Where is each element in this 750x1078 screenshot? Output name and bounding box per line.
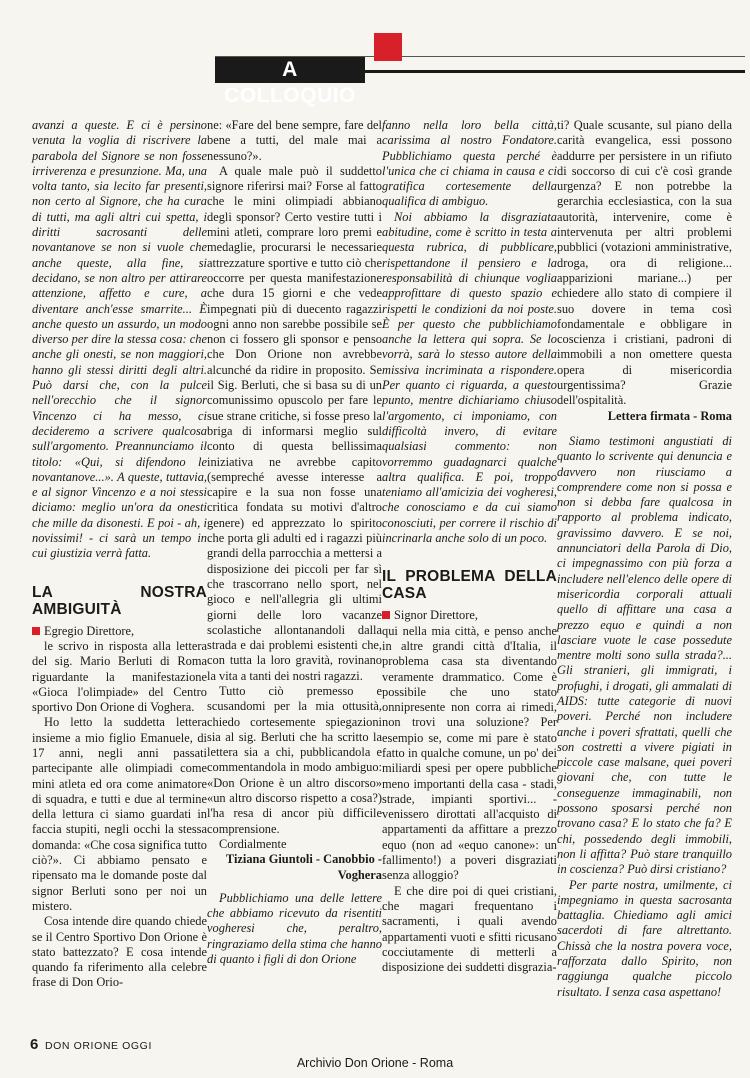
page-footer <box>30 1036 152 1053</box>
editor-reply: fanno nella loro bella città, carissima al nostro Fondatore. Pubblichiamo questa perché è l'unica che ci chiama in causa e ci gratifica cortesemente della qualifica di ambiguo. <box>382 118 557 209</box>
page-number: 6 <box>30 1036 39 1053</box>
salutation: Signor Direttore, <box>382 608 557 623</box>
paragraph: Ho letto la suddetta lettera insieme a mio figlio Emanuele, di 17 anni, negli anni passati partecipante alle olimpiadi come mini atleta ed ora come animatore di squadra, e tutti e due al termine della lettura ci siamo guardati in faccia stupiti, negli occhi la stessa domanda: «Che cosa significa tutto ciò?». Ci abbiamo pensato e ripensato ma le domande poste dal signor Berluti sono per noi un mistero. <box>32 715 207 913</box>
column-2 <box>207 118 382 967</box>
paragraph: Cosa intende dire quando chiede se il Centro Sportivo Don Orione è stato battezzato? E cosa intende quando fa riferimento alla celebre frase di Don Orio- <box>32 914 207 990</box>
red-bullet-icon <box>382 611 390 619</box>
editor-reply-continuation: avanzi a queste. E ci è persino venuta la voglia di riscrivere la parabola del Signore se non fosse irriverenza e presunzione. Ma, una volta tanto, sia lecito far presenti, non certo al Signore, che ha cura di tutti, ma agli altri cui spetta, i diritti sacrosanti delle novantanove se non si vuole che anche queste, alla fine, si decidano, se non altro per attirare attenzione, affetto e cure, a diventare anch'esse smarrite... È anche questo un assurdo, un modo diverso per dire la stessa cosa: che anche gli onesti, se non maggiori, hanno gli stessi diritti degli altri. Può darsi che, con la pulce nell'orecchio che il signor Vincenzo ci ha messo, ci decideremo a scrivere qualcosa sull'argomento. Preannunciamo il titolo: «Qui, si difendono le novantanove...». A queste, tuttavia, e al signor Vincenzo e a noi stessi diciamo: meglio un'ora da onesti che mille da disonesti. E poi - ah, i novissimi! - ci sarà un tempo in cui giustizia verrà fatta. <box>32 118 207 561</box>
letter-heading: IL PROBLEMA DELLA CASA <box>382 568 557 603</box>
column-4 <box>557 118 732 1000</box>
paragraph: A quale male può il suddetto signore riferirsi mai? Forse al fatto che le mini olimpiadi abbiano degli sponsor? Certo vestire tutti i mini atleti, comprare loro premi e medaglie, procurarsi le necessarie attrezzature sportive e tutto ciò che occorre per questa manifestazione che dura 15 giorni e che vede impegnati più di duecento ragazzi ogni anno non sarebbe possibile se non ci fossero gli sponsor e penso che Don Orione non avrebbe alcunché da ridire in proposito. Se il Sig. Berluti, che si basa su di un comunissimo opuscolo per fare le sue strane critiche, si fosse preso la briga di informarsi meglio sul conto di questa bellissima iniziativa ne avrebbe capito (sempreché avesse interesse a capire e la sua non fosse una critica fondata su motivi d'altro genere) ed apprezzato lo spirito che porta gli adulti ed i ragazzi più grandi della parrocchia a mettersi a disposizione dei piccoli per far sì che trascorrano nello sport, nel gioco e nell'allegria gli ultimi giorni delle loro vacanze scolastiche allontanandoli dalla strada e dai problemi esistenti che, con tutta la loro gravità, rovinano la vita a tanti dei nostri ragazzi. <box>207 163 382 683</box>
letter-heading: LA NOSTRA AMBIGUITÀ <box>32 583 207 618</box>
closing: Cordialmente <box>219 836 287 851</box>
paragraph: Tutto ciò premesso e scusandomi per la mia ottusità, chiedo cortesemente spiegazioni sia al sig. Berluti che ha scritto la lettera sia a chi, pubblicandola e commentandola in modo ambiguo: «Don Orione è un altro discorso» «un altro discorso rispetto a cosa?) l'ha resa di ancor più difficile comprensione. <box>207 683 382 836</box>
signature: Tiziana Giuntoli - Canobbio - Voghera <box>225 852 382 882</box>
paragraph: qui nella mia città, e penso anche in altre grandi città d'Italia, il problema casa sta diventando veramente drammatico. Come è possibile che uno stato onnipresente non corra ai rimedi, non trovi una soluzione? Per esempio se, come mi pare è stato fatto in qualche comune, un po' dei miliardi spesi per opere pubbliche meno importanti della casa - stadi, strade, impianti sportivi... - venissero dirottati all'acquisto di appartamenti da affittare a prezzo equo (non ad «equo canone»: un fallimento!) a poveri disgraziati senza alloggio? <box>382 623 557 883</box>
paragraph: E che dire poi di quei cristiani, che magari frequentano i sacramenti, i quali avendo appartamenti vuoti e sfitti ricusano cocciutamente di metterli a disposizione dei suddetti disgrazia- <box>382 883 557 975</box>
red-square-marker <box>374 33 402 61</box>
editor-reply: Noi abbiamo la disgraziata abitudine, come è scritto in testa a questa rubrica, di pubblicare, rispettandone il pensiero e la responsabilità di chiunque voglia approfittare di questo spazio e rispetti le condizioni da noi poste. È per questo che pubblichiamo anche la lettera qui sopra. Se lo vorrà, sarà lo stesso autore della missiva incriminata a rispondere. Per quanto ci riguarda, a questo punto, mentre dichiariamo chiuso l'argomento, ci imponiamo, con difficoltà invero, di evitare qualsiasi commento: non vorremmo guadagnarci qualche altra qualifica. E poi, troppo teniamo all'amicizia dei vogheresi, che conosciamo e da cui siamo conosciuti, per correre il rischio di incrinarla anche solo di un poco. <box>382 209 557 546</box>
editor-reply: Per parte nostra, umilmente, ci impegniamo in questa sacrosanta battaglia. Chiediamo agli amici sacerdoti di fare altrettanto. Chissà che la nostra povera voce, rafforzata dallo Spirito, non raggiunga qualche piccolo risultato. I senza casa aspettano! <box>557 877 732 999</box>
signature: Lettera firmata - Roma <box>607 408 732 423</box>
paragraph: ne: «Fare del bene sempre, fare del bene a tutti, del male mai a nessuno?». <box>207 118 382 163</box>
archive-caption: Archivio Don Orione - Roma <box>296 1056 454 1070</box>
paragraph: ti? Quale scusante, sul piano della carità evangelica, essi possono addurre per persistere in un rifiuto di soccorso di cui c'è così grande urgenza? E non potrebbe la gerarchia ecclesiastica, con la sua autorità, intervenire, come è intervenuta per altri problemi pubblici (votazioni amministrative, droga, ora di religione... apparizioni mariane...) per chiedere allo stato di compiere il suo dovere in tema così fondamentale e obbligare in coscienza i cristiani, padroni di immobili a non omettere questa opera di misericordia urgentissima? Grazie dell'ospitalità. <box>557 118 732 408</box>
column-1 <box>32 118 207 991</box>
salutation: Egregio Direttore, <box>32 624 207 639</box>
section-title: A COLLOQUIO <box>215 57 365 83</box>
header-rule <box>365 70 745 73</box>
magazine-name: DON ORIONE OGGI <box>44 1040 152 1052</box>
column-3 <box>382 118 557 975</box>
editor-reply: Siamo testimoni angustiati di quanto lo scrivente qui denuncia e davvero non riusciamo a comprendere come non si possa e non si debba fare qualcosa in rapporto al problema indicato, gravissimo davvero. E se noi, annunciatori della Parola di Dio, ci impegnassimo con più forza a includere nell'elenco delle opere di misericordia corporali attuali quello di affittare una casa a prezzo equo e quindi a non lasciare vuote le case possedute mentre molti sono sulla strada?... Gli stranieri, gli immigrati, i profughi, i drogati, gli ammalati di AIDS: tutte categorie di nuovi poveri. Perché non includere anche i poveri sfrattati, quelli che son costretti a vivere pigiati in piccole case malsane, quei poveri giovani che, con tutte le conseguenze immaginabili, non possono sposarsi perché non trovano casa? E lo stato che fa? E chi, possedendo degli immobili, non li affitta? Può stare tranquillo in coscienza? Può dirsi cristiano? <box>557 433 732 877</box>
editor-reply: Pubblichiamo una delle lettere che abbiamo ricevuto da risentiti vogheresi che, peraltro, ringraziamo della stima che hanno di quanto i figli di don Orione <box>207 890 382 967</box>
red-bullet-icon <box>32 627 40 635</box>
paragraph: le scrivo in risposta alla lettera del sig. Mario Berluti di Roma riguardante la manifestazione «Gioca l'olimpiade» del Centro sportivo Don Orione di Voghera. <box>32 638 207 715</box>
